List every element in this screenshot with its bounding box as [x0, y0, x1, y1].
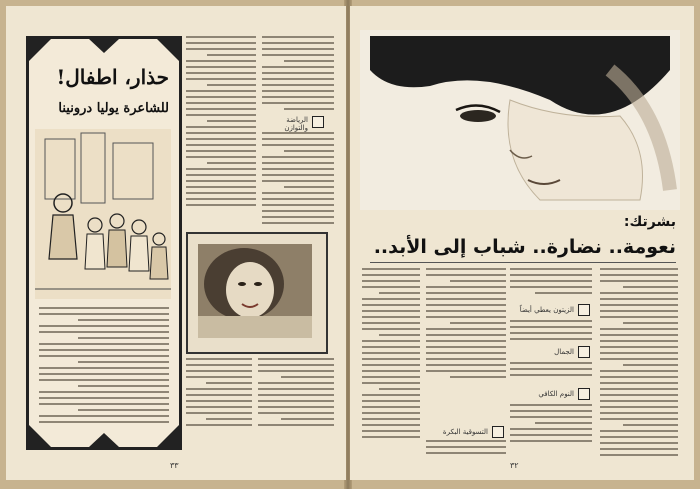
right-column-2b: [510, 320, 592, 340]
right-subhead-3: النوم الكافي: [538, 390, 574, 398]
hero-photo: [360, 30, 680, 210]
left-page: [6, 6, 346, 480]
poem-box: [26, 36, 182, 450]
right-column-4: [362, 268, 420, 438]
left-column-e: [258, 358, 334, 426]
poem-title: حذار، اطفال!: [56, 65, 169, 89]
subhead-marker: [312, 116, 324, 128]
subhead-marker: [578, 346, 590, 358]
headline-main: نعومة.. نضارة.. شباب إلى الأبد..: [373, 236, 676, 258]
left-page-number: ٣٣: [170, 461, 179, 470]
subhead-marker: [492, 426, 504, 438]
right-column-3b: [426, 440, 506, 454]
headline-rule: [370, 262, 676, 263]
right-column-2: [510, 268, 592, 294]
right-column-2d: [510, 404, 592, 442]
left-column-c: [262, 132, 334, 224]
portrait-frame: [186, 232, 328, 354]
right-page-number: ٣٢: [510, 461, 519, 470]
left-column-d: [186, 358, 252, 426]
right-column-3: [426, 268, 506, 378]
right-subhead-1: الزيتون يعطي أيضاً: [519, 306, 574, 314]
subhead-marker: [578, 304, 590, 316]
left-column-b: [262, 36, 334, 110]
left-column-a: [186, 36, 256, 206]
headline-kicker: بشرتك:: [623, 214, 676, 230]
right-column-2c: [510, 362, 592, 376]
subhead-marker: [578, 388, 590, 400]
right-subhead-2: الجمال: [554, 348, 574, 356]
left-subhead: الرياضة والتوازن: [284, 116, 308, 132]
poem-author: للشاعرة يوليا درونينا: [58, 101, 169, 116]
portrait-photo: [198, 244, 312, 338]
poem-text: [39, 307, 169, 423]
right-page: [350, 6, 694, 480]
right-column-1: [600, 268, 678, 456]
children-illustration: [35, 129, 171, 299]
right-subhead-4: التسوقية البكرة: [442, 428, 488, 436]
